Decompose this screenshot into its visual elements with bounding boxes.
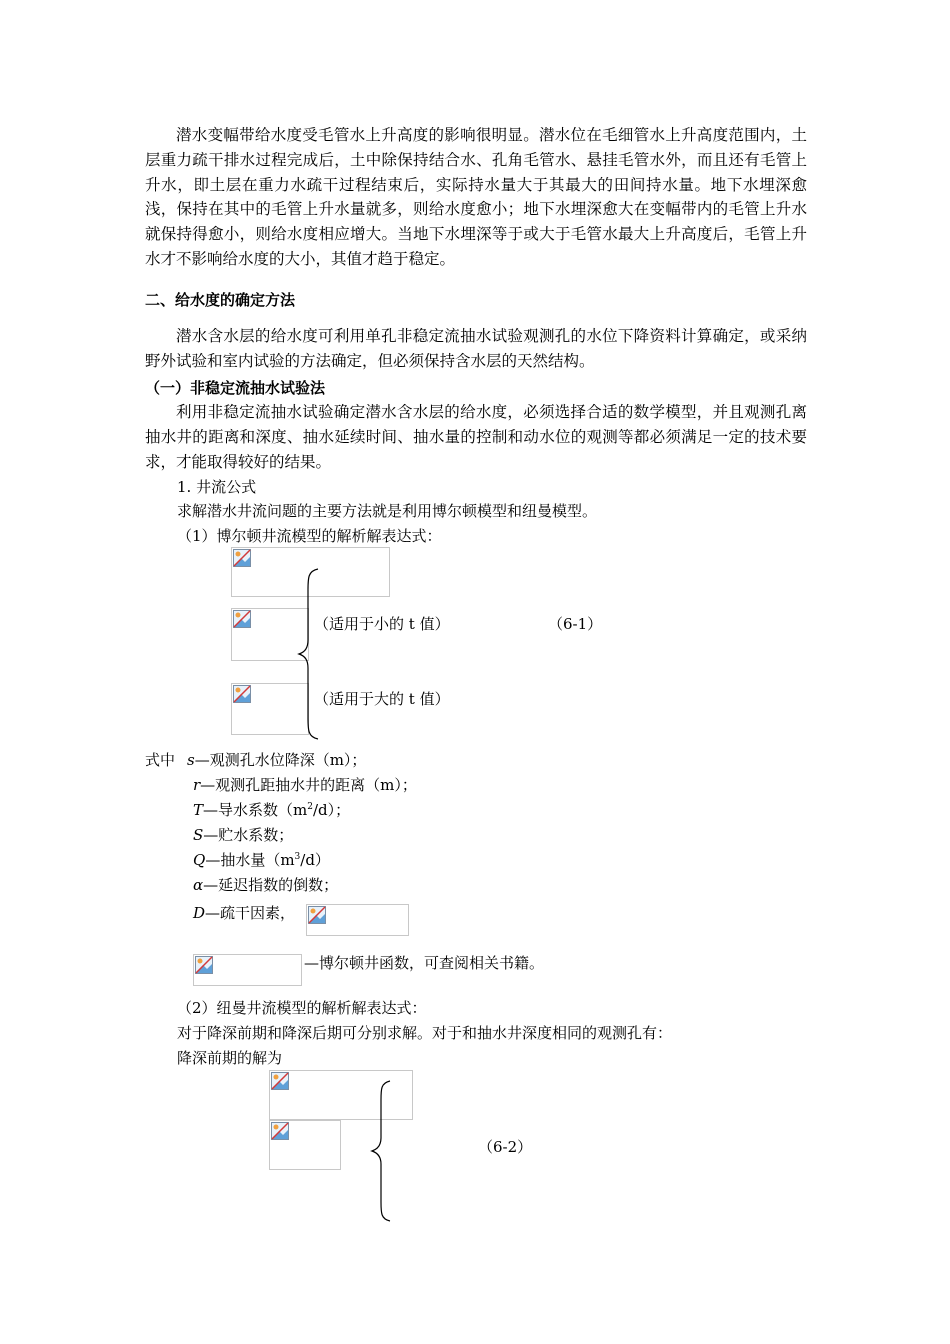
- broken-image-icon: [271, 1072, 289, 1090]
- formula-image: [269, 1120, 341, 1170]
- curly-brace-icon: [370, 1080, 392, 1222]
- paragraph-intro: 潜水变幅带给水度受毛管水上升高度的影响很明显。潜水位在毛细管水上升高度范围内，土层重力疏干排水过程完成后，土中除保持结合水、孔角毛管水、悬挂毛管水外，而且还有毛管上升水，即土层在重力水疏干过程结束后，实际持水量大于其最大的田间持水量。地下水埋深愈浅，保持在其中的毛管上升水量就多，则给水度愈小；地下水埋深愈大在变幅带内的毛管上升水就保持得愈小，则给水度相应增大。当地下水埋深等于或大于毛管水最大上升高度后，毛管上升水才不影响给水度的大小，其值才趋于稳定。: [145, 126, 807, 268]
- item-well-formula: 1. 井流公式: [177, 478, 257, 496]
- where-prefix: 式中: [145, 751, 176, 769]
- large-t-note: （适用于大的 t 值）: [314, 690, 450, 708]
- definition-alpha: α—延迟指数的倒数；: [193, 876, 339, 894]
- definition-S: S—贮水系数；: [193, 826, 294, 844]
- broken-image-icon: [233, 685, 251, 703]
- curly-brace-icon: [296, 568, 320, 740]
- neuman-model-title: （2）纽曼井流模型的解析解表达式：: [177, 999, 427, 1017]
- formula-image: [193, 954, 302, 986]
- definition-Q: Q—抽水量$(m^3/d)$: [193, 851, 330, 869]
- subsection-heading: （一）非稳定流抽水试验法: [145, 379, 326, 397]
- small-t-note: （适用于小的 t 值）: [314, 615, 450, 633]
- broken-image-icon: [308, 906, 326, 924]
- definition-D: D—疏干因素，: [193, 904, 296, 922]
- early-solution-label: 降深前期的解为: [177, 1049, 283, 1067]
- neuman-description: 对于降深前期和降深后期可分别求解。对于和抽水井深度相同的观测孔有：: [177, 1024, 673, 1042]
- definition-T: T—导水系数$(m^2/d)$；: [193, 801, 351, 819]
- section-heading: 二、给水度的确定方法: [145, 291, 296, 309]
- paragraph-pumping-test: 利用非稳定流抽水试验确定潜水含水层的给水度，必须选择合适的数学模型，并且观测孔离抽水井的距离和深度、抽水延续时间、抽水量的控制和动水位的观测等都必须满足一定的技术要求，才能取得较好的结果。: [145, 403, 807, 471]
- broken-image-icon: [271, 1122, 289, 1140]
- line-solve-method: 求解潜水井流问题的主要方法就是利用博尔顿模型和纽曼模型。: [177, 502, 598, 520]
- paragraph-methods: 潜水含水层的给水度可利用单孔非稳定流抽水试验观测孔的水位下降资料计算确定，或采纳野外试验和室内试验的方法确定，但必须保持含水层的天然结构。: [145, 327, 807, 370]
- broken-image-icon: [233, 610, 251, 628]
- formula-image: [306, 904, 409, 936]
- definition-s: s—观测孔水位降深（m）；: [187, 751, 367, 769]
- boulton-function-note: —博尔顿井函数，可查阅相关书籍。: [304, 954, 545, 972]
- equation-number: （6-2）: [478, 1138, 533, 1156]
- equation-number: （6-1）: [548, 615, 603, 633]
- broken-image-icon: [233, 549, 251, 567]
- broken-image-icon: [195, 956, 213, 974]
- boulton-model-title: （1）博尔顿井流模型的解析解表达式：: [177, 527, 442, 545]
- definition-r: r—观测孔距抽水井的距离（m）；: [193, 776, 417, 794]
